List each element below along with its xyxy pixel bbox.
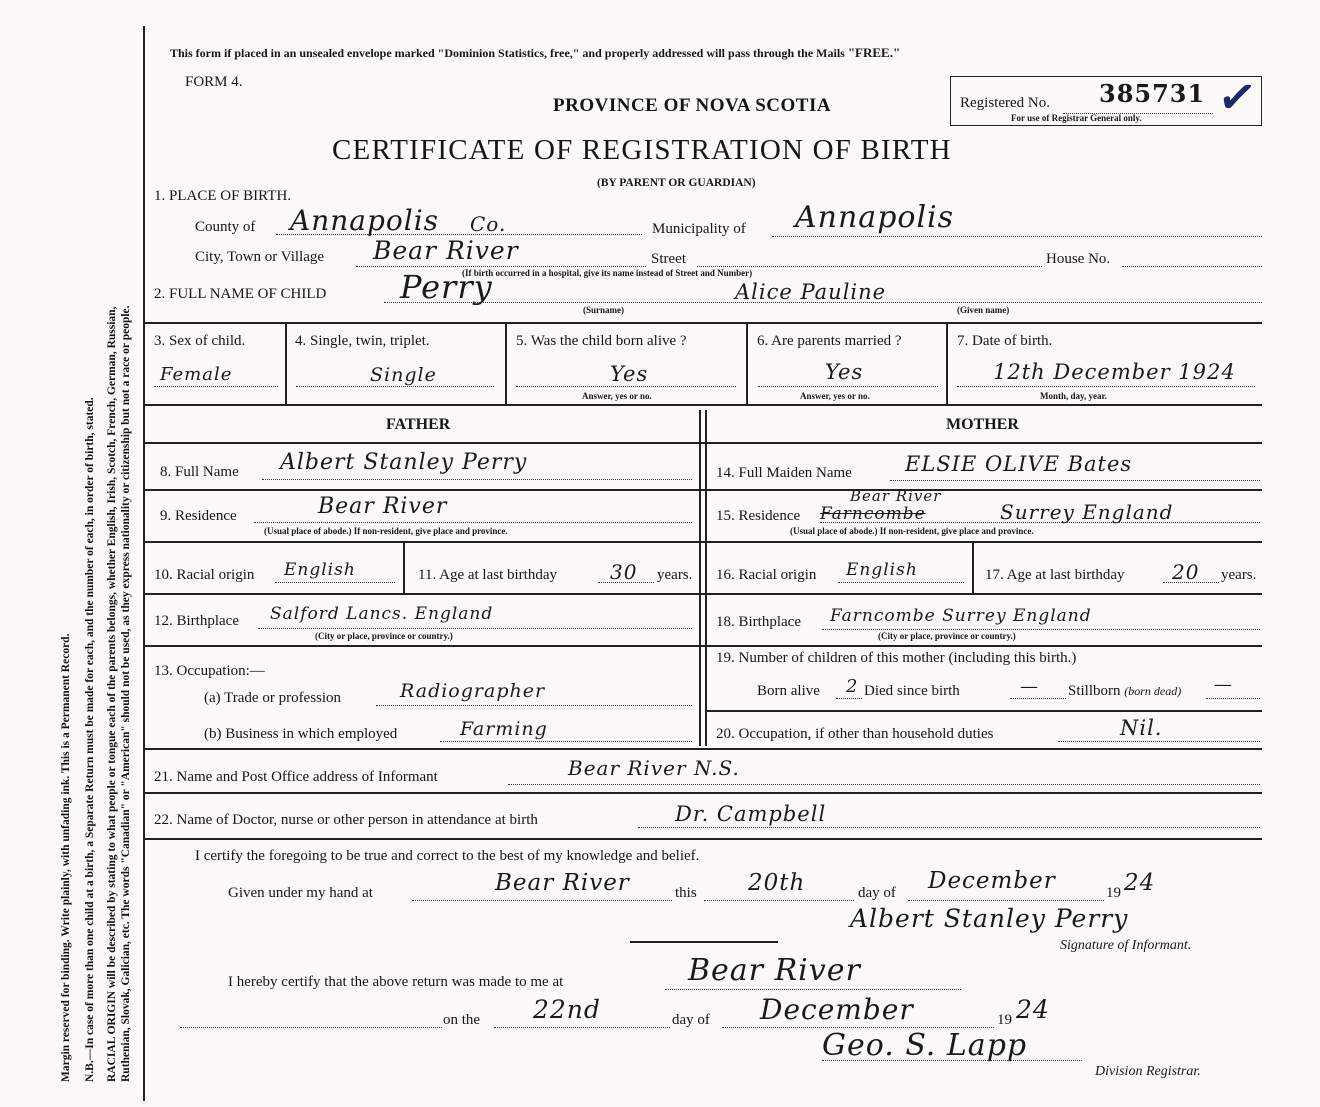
date-of-birth-value: 12th December 1924 [993, 360, 1236, 384]
margin-note-2: N.B.—In case of more than one child at a birth, a Separate Return must be made for each, and the number of each, in order of birth, stated. [84, 397, 96, 1082]
margin-note-1: Margin reserved for binding. Write plainly, with unfading ink. This is a Permanent Record. [60, 633, 72, 1082]
children-count-label: 19. Number of children of this mother (including this birth.) [716, 650, 1077, 666]
born-alive-count-label: Born alive [757, 683, 820, 699]
mother-racial-label: 16. Racial origin [716, 567, 817, 583]
informant-label: 21. Name and Post Office address of Informant [154, 769, 438, 785]
separator-rule [630, 941, 778, 943]
father-residence-label: 9. Residence [160, 508, 237, 524]
business-value: Farming [460, 718, 548, 740]
given-day-value: 20th [748, 870, 806, 896]
registration-year-value: 24 [1016, 995, 1050, 1024]
house-number-label: House No. [1046, 251, 1111, 267]
certificate-title: CERTIFICATE OF REGISTRATION OF BIRTH [332, 134, 952, 166]
informant-signature-caption: Signature of Informant. [1060, 938, 1192, 953]
registrar-place-value: Bear River [688, 953, 861, 988]
parents-married-caption: Answer, yes or no. [800, 391, 870, 401]
mother-birthplace-label: 18. Birthplace [716, 614, 801, 630]
mother-residence-value: Surrey England [1000, 500, 1174, 524]
father-racial-value: English [284, 560, 356, 580]
multiplicity-label: 4. Single, twin, triplet. [295, 333, 430, 349]
father-age-suffix: years. [657, 567, 693, 583]
father-racial-label: 10. Racial origin [154, 567, 255, 583]
father-residence-value: Bear River [318, 494, 448, 519]
county-label: County of [195, 219, 256, 235]
mother-birthplace-value: Farncombe Surrey England [830, 606, 1092, 626]
given-name-caption: (Given name) [957, 305, 1010, 315]
stillborn-label [1068, 683, 1181, 700]
registration-day-of-label: day of [672, 1012, 710, 1028]
mother-birthplace-caption: (City or place, province or country.) [878, 631, 1016, 641]
registration-year-prefix: 19 [997, 1012, 1012, 1028]
street-label: Street [651, 251, 686, 267]
city-value: Bear River [373, 236, 519, 265]
mail-notice: This form if placed in an unsealed envelope marked "Dominion Statistics, free," and properly addressed will pass through the Mails "FREE." [170, 45, 901, 60]
registered-number: 385731 [1099, 79, 1206, 108]
province-heading: PROVINCE OF NOVA SCOTIA [553, 95, 832, 116]
mother-age-label: 17. Age at last birthday [985, 567, 1125, 583]
mother-racial-value: English [846, 560, 918, 580]
mother-age-suffix: years. [1221, 567, 1257, 583]
doctor-label: 22. Name of Doctor, nurse or other person in attendance at birth [154, 812, 538, 828]
multiplicity-value: Single [370, 364, 437, 386]
mother-residence-label: 15. Residence [716, 508, 801, 524]
check-mark-icon: ✓ [1214, 69, 1260, 126]
father-residence-caption: (Usual place of abode.) If non-resident, give place and province. [264, 526, 508, 536]
father-name-label: 8. Full Name [160, 464, 239, 480]
died-since-birth-count: — [1020, 676, 1039, 697]
sex-label: 3. Sex of child. [154, 333, 246, 349]
stillborn-label-text: Stillborn [1068, 683, 1121, 699]
hospital-note: (If birth occurred in a hospital, give its name instead of Street and Number) [462, 268, 753, 278]
father-occupation-label: 13. Occupation:— [154, 663, 265, 679]
surname-caption: (Surname) [583, 305, 624, 315]
mother-occupation-label: 20. Occupation, if other than household duties [716, 726, 994, 742]
mother-heading: MOTHER [946, 416, 1019, 433]
child-name-label: 2. FULL NAME OF CHILD [154, 286, 327, 302]
year-prefix: 19 [1106, 885, 1121, 901]
municipality-label: Municipality of [652, 221, 746, 237]
certificate-subtitle: (BY PARENT OR GUARDIAN) [597, 177, 756, 189]
registrar-signature: Geo. S. Lapp [822, 1028, 1028, 1063]
county-value: Annapolis [290, 204, 440, 237]
given-month-value: December [928, 868, 1056, 894]
father-age-value: 30 [610, 560, 638, 584]
trade-value: Radiographer [400, 680, 546, 702]
margin-note-4: Ruthenian, Slovak, Galician, etc. The words "Canadian" or "American" should not be used, as they express nationality or citizenship but not a race or people. [120, 305, 132, 1082]
registration-day-value: 22nd [533, 995, 601, 1024]
father-name-value: Albert Stanley Perry [280, 450, 528, 475]
this-label: this [675, 885, 697, 901]
registrar-statement: I hereby certify that the above return was made to me at [228, 974, 564, 990]
given-year-value: 24 [1124, 870, 1156, 896]
day-of-label: day of [858, 885, 896, 901]
father-birthplace-caption: (City or place, province or country.) [315, 631, 453, 641]
born-alive-count: 2 [846, 676, 859, 697]
sex-value: Female [160, 364, 233, 385]
died-since-birth-label: Died since birth [864, 683, 960, 699]
mother-name-label: 14. Full Maiden Name [716, 465, 852, 481]
stillborn-note: (born dead) [1124, 684, 1182, 698]
father-birthplace-label: 12. Birthplace [154, 613, 239, 629]
parents-married-label: 6. Are parents married ? [757, 333, 902, 349]
certify-statement: I certify the foregoing to be true and correct to the best of my knowledge and belief. [195, 848, 700, 864]
business-label: (b) Business in which employed [204, 726, 398, 742]
registered-label: Registered No. [960, 95, 1050, 111]
registrar-note: For use of Registrar General only. [1011, 113, 1142, 123]
doctor-value: Dr. Campbell [675, 802, 827, 826]
trade-label: (a) Trade or profession [204, 690, 342, 706]
stillborn-count: — [1214, 674, 1233, 695]
on-the-label: on the [443, 1012, 481, 1028]
mother-residence-caption: (Usual place of abode.) If non-resident, give place and province. [790, 526, 1034, 536]
father-birthplace-value: Salford Lancs. England [270, 604, 494, 624]
margin-rule [143, 26, 145, 1101]
city-label: City, Town or Village [195, 249, 325, 265]
informant-signature: Albert Stanley Perry [850, 904, 1129, 933]
given-under-hand-label: Given under my hand at [228, 885, 373, 901]
informant-value: Bear River N.S. [568, 756, 740, 780]
form-number: FORM 4. [185, 74, 243, 90]
municipality-value: Annapolis [795, 200, 955, 235]
place-of-birth-label: 1. PLACE OF BIRTH. [154, 188, 292, 204]
mother-residence-struck: Farncombe [820, 504, 926, 524]
margin-note-3: RACIAL ORIGIN will be described by stating to what people or tongue each of the parents belongs, whether English, Irish, Scotch, French, German, Russian, [106, 306, 118, 1082]
mother-age-value: 20 [1172, 560, 1200, 584]
father-heading: FATHER [386, 416, 451, 433]
mother-name-value: ELSIE OLIVE Bates [905, 452, 1133, 476]
mother-residence-correction: Bear River [850, 487, 942, 505]
given-place-value: Bear River [495, 870, 630, 896]
born-alive-value: Yes [610, 362, 649, 386]
date-of-birth-label: 7. Date of birth. [957, 333, 1053, 349]
county-extra: Co. [470, 212, 507, 236]
registrar-signature-caption: Division Registrar. [1095, 1064, 1201, 1079]
mother-occupation-value: Nil. [1120, 716, 1163, 740]
child-surname: Perry [400, 268, 493, 306]
date-of-birth-caption: Month, day, year. [1040, 391, 1107, 401]
child-given-names: Alice Pauline [735, 280, 887, 304]
father-age-label: 11. Age at last birthday [418, 567, 557, 583]
registration-month-value: December [760, 993, 914, 1026]
born-alive-caption: Answer, yes or no. [582, 391, 652, 401]
born-alive-label: 5. Was the child born alive ? [516, 333, 687, 349]
parents-married-value: Yes [825, 360, 864, 384]
